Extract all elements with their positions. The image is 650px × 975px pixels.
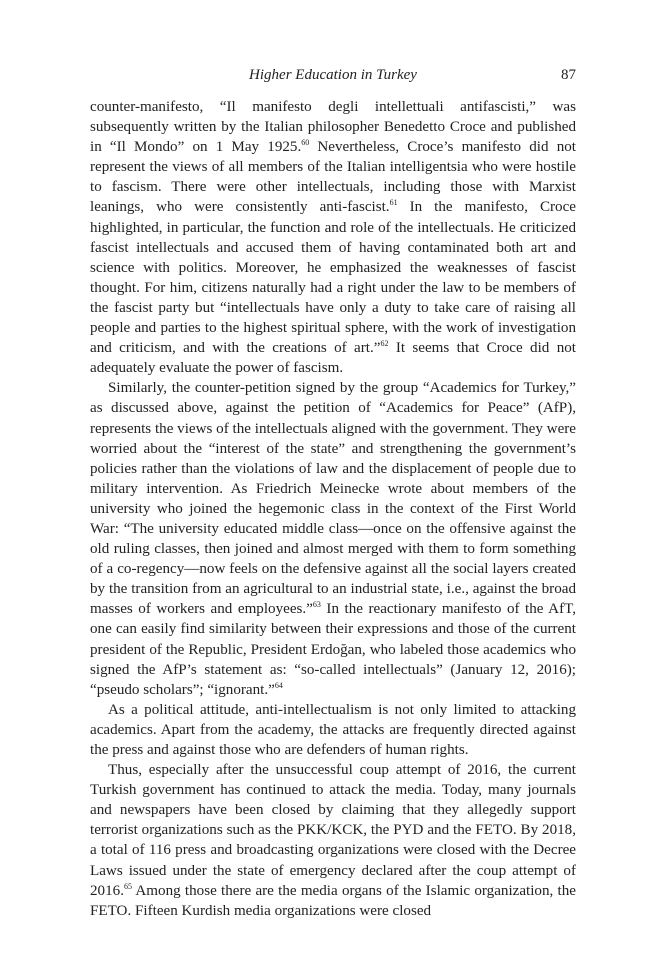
paragraph-text: Nevertheless, Croce’s manifesto did not represent the views of all members of the Italian intelligentsia who were hostile to fascism. There were other intellectuals, including those with Marxist leanings, who were consistently anti-fascist.: [90, 139, 576, 216]
body-paragraph: [90, 378, 576, 700]
paragraph-text: Similarly, the counter-petition signed by the group “Academics for Turkey,” as discussed above, against the petition of “Academics for Peace” (AfP), represents the views of the intellectuals aligned with the government. They were worried about the “interest of the state” and strengthening the government’s policies rather than the violations of law and the displacement of people due to military intervention. As Friedrich Meinecke wrote about members of the university who joined the hegemonic class in the context of the First World War: “The university educated middle class—once on the offensive against the old ruling classes, then joined and almost merged with them to form something of a co-regency—now feels on the defensive against all the social layers created by the transition from an agricultural to an industrial state, i.e., against the broad masses of workers and employees.”: [90, 380, 576, 618]
footnote-marker: 65: [123, 881, 132, 891]
body-paragraph: [90, 760, 576, 921]
running-header: [90, 64, 576, 86]
footnote-marker: 64: [274, 680, 283, 690]
paragraph-text: As a political attitude, anti-intellectualism is not only limited to attacking academics. Apart from the academy, the attacks are frequently directed against the press and against those who are defenders of human rights.: [90, 701, 576, 758]
footnote-marker: 63: [312, 600, 321, 610]
footnote-marker: 61: [389, 198, 398, 208]
body-paragraph: [90, 97, 576, 378]
paragraph-text: Thus, especially after the unsuccessful coup attempt of 2016, the current Turkish government has continued to attack the media. Today, many journals and newspapers have been closed by claiming that they allegedly support terrorist organizations such as the PKK/KCK, the PYD and the FETO. By 2018, a total of 116 press and broadcasting organizations were closed with the Decree Laws issued under the state of emergency declared after the coup attempt of 2016.: [90, 762, 576, 899]
running-title: Higher Education in Turkey: [249, 67, 417, 83]
paragraph-text: It seems that Croce did not adequately evaluate the power of fascism.: [90, 340, 576, 377]
paragraph-text: counter-manifesto, “Il manifesto degli intellettuali antifascisti,” was subsequently written by the Italian philosopher Benedetto Croce and published in “Il Mondo” on 1 May 1925.: [90, 99, 576, 156]
page-number: 87: [561, 67, 576, 83]
footnote-marker: 60: [301, 138, 310, 148]
paragraph-text: In the reactionary manifesto of the AfT, one can easily find similarity between their expressions and those of the current president of the Republic, President Erdoğan, who labeled those academics who signed the AfP’s statement as: “so-called intellectuals” (January 12, 2016); “pseudo scholars”; “ignorant.”: [90, 601, 576, 698]
footnote-marker: 62: [380, 339, 389, 349]
body-text: [90, 97, 576, 921]
paragraph-text: Among those there are the media organs of the Islamic organization, the FETO. Fifteen Kurdish media organizations were closed: [90, 882, 576, 919]
body-paragraph: [90, 700, 576, 760]
paragraph-text: In the manifesto, Croce highlighted, in particular, the function and role of the intellectuals. He criticized fascist intellectuals and accused them of having contaminated both art and science with politics. Moreover, he emphasized the weaknesses of fascist thought. For him, citizens naturally had a right under the law to be members of the fascist party but “intellectuals have only a duty to take care of raising all people and parties to the highest spiritual sphere, with the work of investigation and criticism, and with the creations of art.”: [90, 199, 576, 357]
